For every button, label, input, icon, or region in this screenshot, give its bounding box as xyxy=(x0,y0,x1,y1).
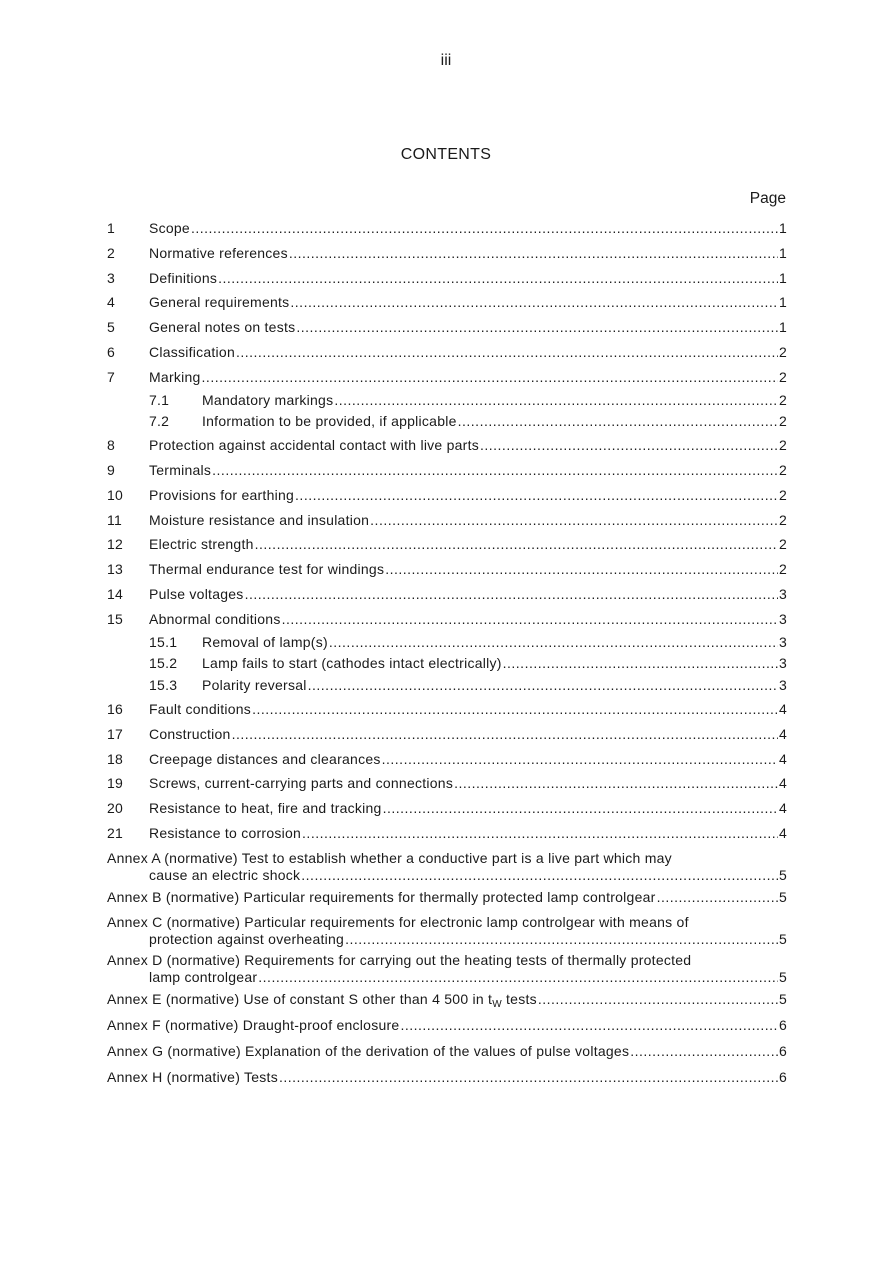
entry-number: 16 xyxy=(107,700,124,717)
dot-leader xyxy=(383,796,778,821)
toc-annex-entry[interactable] xyxy=(107,1038,787,1064)
annex-title-line2: cause an electric shock xyxy=(149,866,301,883)
toc-title: CONTENTS xyxy=(400,146,492,163)
entry-number: 15.3 xyxy=(149,677,178,694)
entry-title: Screws, current-carrying parts and connections xyxy=(149,775,454,792)
entry-title: Provisions for earthing xyxy=(149,486,295,503)
entry-page: 2 xyxy=(778,343,787,360)
toc-subentry[interactable] xyxy=(107,632,787,654)
entry-page: 4 xyxy=(778,750,787,767)
toc-entry[interactable] xyxy=(107,582,787,607)
entry-title: Polarity reversal xyxy=(202,677,307,694)
annex-title: Annex H (normative) Tests xyxy=(107,1068,278,1085)
entry-number: 8 xyxy=(107,437,116,454)
entry-page: 4 xyxy=(778,800,787,817)
entry-page: 3 xyxy=(778,655,787,672)
entry-number: 2 xyxy=(107,244,116,261)
toc-entry[interactable] xyxy=(107,266,787,291)
dot-leader xyxy=(454,771,778,796)
toc-entry[interactable] xyxy=(107,483,787,508)
toc-subentry[interactable] xyxy=(107,653,787,675)
entry-number: 6 xyxy=(107,343,116,360)
toc-annex-entry[interactable] xyxy=(107,952,787,986)
annex-title: Annex B (normative) Particular requirements for thermally protected lamp controlgear xyxy=(107,888,656,905)
dot-leader xyxy=(301,867,778,884)
entry-page: 5 xyxy=(778,866,787,883)
dot-leader xyxy=(657,884,778,910)
entry-number: 15 xyxy=(107,610,124,627)
dot-leader xyxy=(290,290,778,315)
toc-entry[interactable] xyxy=(107,821,787,846)
entry-number: 14 xyxy=(107,585,124,602)
entry-title: Lamp fails to start (cathodes intact electrically) xyxy=(202,655,502,672)
toc-entry[interactable] xyxy=(107,315,787,340)
toc-entry[interactable] xyxy=(107,216,787,241)
toc-entry[interactable] xyxy=(107,557,787,582)
toc-entry[interactable] xyxy=(107,771,787,796)
entry-title: General requirements xyxy=(149,294,290,311)
entry-page: 5 xyxy=(778,930,787,947)
toc-entry[interactable] xyxy=(107,241,787,266)
toc-entry[interactable] xyxy=(107,607,787,632)
dot-leader xyxy=(212,458,778,483)
entry-number: 7.2 xyxy=(149,413,170,430)
entry-page: 4 xyxy=(778,824,787,841)
entry-number: 17 xyxy=(107,725,124,742)
entry-number: 15.1 xyxy=(149,633,178,650)
dot-leader xyxy=(236,340,778,365)
toc-entry[interactable] xyxy=(107,340,787,365)
annex-title-line1: Annex A (normative) Test to establish whether a conductive part is a live part which may xyxy=(107,849,672,866)
dot-leader xyxy=(538,986,778,1012)
entry-title: Marking xyxy=(149,368,201,385)
toc-entry[interactable] xyxy=(107,796,787,821)
dot-leader xyxy=(289,241,778,266)
entry-number: 11 xyxy=(107,511,123,528)
entry-page: 4 xyxy=(778,775,787,792)
dot-leader xyxy=(191,216,778,241)
dot-leader xyxy=(480,433,778,458)
dot-leader xyxy=(202,365,778,390)
entry-page: 3 xyxy=(778,585,787,602)
entry-title: Thermal endurance test for windings xyxy=(149,561,385,578)
entry-page: 6 xyxy=(778,1042,787,1059)
entry-title: Creepage distances and clearances xyxy=(149,750,381,767)
entry-title: Fault conditions xyxy=(149,700,252,717)
annex-title-line1: Annex C (normative) Particular requirements for electronic lamp controlgear with means of xyxy=(107,913,689,930)
toc-entry[interactable] xyxy=(107,458,787,483)
annex-title-line1: Annex D (normative) Requirements for carrying out the heating tests of thermally protected xyxy=(107,951,692,968)
entry-page: 1 xyxy=(778,294,787,311)
dot-leader xyxy=(279,1064,778,1090)
dot-leader xyxy=(503,653,778,675)
dot-leader xyxy=(255,532,778,557)
page-column-header: Page xyxy=(749,190,786,207)
toc-entry[interactable] xyxy=(107,290,787,315)
entry-number: 18 xyxy=(107,750,124,767)
entry-number: 10 xyxy=(107,486,124,503)
toc-entry[interactable] xyxy=(107,508,787,533)
toc-annex-entry[interactable] xyxy=(107,986,787,1012)
entry-page: 2 xyxy=(778,437,787,454)
entry-number: 4 xyxy=(107,294,116,311)
toc-entry[interactable] xyxy=(107,433,787,458)
entry-page: 2 xyxy=(778,413,787,430)
dot-leader xyxy=(630,1038,778,1064)
entry-number: 12 xyxy=(107,536,124,553)
toc-subentry[interactable] xyxy=(107,411,787,433)
dot-leader xyxy=(370,508,778,533)
toc-subentry[interactable] xyxy=(107,390,787,412)
entry-page: 6 xyxy=(778,1068,787,1085)
entry-number: 21 xyxy=(107,824,124,841)
entry-title: General notes on tests xyxy=(149,319,296,336)
entry-page: 2 xyxy=(778,511,787,528)
dot-leader xyxy=(282,607,778,632)
dot-leader xyxy=(334,390,778,412)
entry-title: Resistance to corrosion xyxy=(149,824,302,841)
entry-title: Electric strength xyxy=(149,536,254,553)
entry-number: 3 xyxy=(107,269,116,286)
dot-leader xyxy=(245,582,778,607)
entry-page: 4 xyxy=(778,700,787,717)
dot-leader xyxy=(295,483,778,508)
toc-entry[interactable] xyxy=(107,365,787,390)
entry-number: 9 xyxy=(107,461,116,478)
entry-page: 1 xyxy=(778,244,787,261)
entry-title: Information to be provided, if applicable xyxy=(202,413,457,430)
dot-leader xyxy=(382,747,778,772)
entry-number: 5 xyxy=(107,319,116,336)
entry-title: Scope xyxy=(149,220,190,236)
entry-title: Mandatory markings xyxy=(202,391,334,408)
entry-page: 3 xyxy=(778,633,787,650)
toc-annex-entry[interactable] xyxy=(107,1012,787,1038)
toc-annex-entry[interactable] xyxy=(107,850,787,884)
toc-subentry[interactable] xyxy=(107,675,787,697)
toc-entry[interactable] xyxy=(107,532,787,557)
entry-title: Normative references xyxy=(149,244,288,261)
entry-number: 15.2 xyxy=(149,655,178,672)
toc-annex-entry[interactable] xyxy=(107,914,787,948)
dot-leader xyxy=(252,697,778,722)
entry-page: 2 xyxy=(778,391,787,408)
entry-title: Terminals xyxy=(149,461,212,478)
entry-page: 2 xyxy=(778,461,787,478)
page-number: iii xyxy=(440,52,452,69)
entry-page: 2 xyxy=(778,368,787,385)
annex-title: Annex F (normative) Draught-proof enclosure xyxy=(107,1016,400,1033)
entry-title: Classification xyxy=(149,343,235,360)
entry-page: 2 xyxy=(778,486,787,503)
annex-title: Annex G (normative) Explanation of the derivation of the values of pulse voltages xyxy=(107,1042,630,1059)
entry-title: Moisture resistance and insulation xyxy=(149,511,370,528)
entry-title: Removal of lamp(s) xyxy=(202,633,328,650)
entry-number: 7.1 xyxy=(149,391,170,408)
dot-leader xyxy=(258,969,778,986)
toc-entry[interactable] xyxy=(107,697,787,722)
entry-title: Protection against accidental contact with live parts xyxy=(149,437,479,454)
annex-title: Annex E (normative) Use of constant S other than 4 500 in $t_W$ tests xyxy=(107,990,537,1010)
subscript-w: W xyxy=(492,998,502,1010)
entry-number: 1 xyxy=(107,220,116,236)
entry-title: Construction xyxy=(149,725,231,742)
entry-page: 5 xyxy=(778,968,787,985)
entry-page: 3 xyxy=(778,677,787,694)
dot-leader xyxy=(218,266,778,291)
entry-title: Pulse voltages xyxy=(149,585,244,602)
dot-leader xyxy=(232,722,778,747)
toc-entry[interactable] xyxy=(107,722,787,747)
dot-leader xyxy=(458,411,778,433)
entry-title: Definitions xyxy=(149,269,218,286)
entry-page: 1 xyxy=(778,269,787,286)
toc-annex-entry[interactable] xyxy=(107,884,787,910)
annex-title-line2: protection against overheating xyxy=(149,930,345,947)
annex-title-line2: lamp controlgear xyxy=(149,968,258,985)
entry-page: 4 xyxy=(778,725,787,742)
entry-number: 20 xyxy=(107,800,124,817)
entry-title: Abnormal conditions xyxy=(149,610,281,627)
entry-page: 2 xyxy=(778,536,787,553)
table-of-contents xyxy=(107,216,787,1090)
dot-leader xyxy=(400,1012,778,1038)
entry-number: 7 xyxy=(107,368,116,385)
entry-number: 13 xyxy=(107,561,124,578)
dot-leader xyxy=(345,931,778,948)
entry-number: 19 xyxy=(107,775,124,792)
entry-page: 6 xyxy=(778,1016,787,1033)
entry-page: 3 xyxy=(778,610,787,627)
dot-leader xyxy=(308,675,778,697)
dot-leader xyxy=(296,315,778,340)
entry-page: 5 xyxy=(778,990,787,1007)
toc-entry[interactable] xyxy=(107,747,787,772)
dot-leader xyxy=(329,632,778,654)
entry-title: Resistance to heat, fire and tracking xyxy=(149,800,382,817)
entry-page: 2 xyxy=(778,561,787,578)
dot-leader xyxy=(302,821,778,846)
entry-page: 1 xyxy=(778,220,787,236)
entry-page: 5 xyxy=(778,888,787,905)
toc-annex-entry[interactable] xyxy=(107,1064,787,1090)
entry-page: 1 xyxy=(778,319,787,336)
dot-leader xyxy=(385,557,778,582)
